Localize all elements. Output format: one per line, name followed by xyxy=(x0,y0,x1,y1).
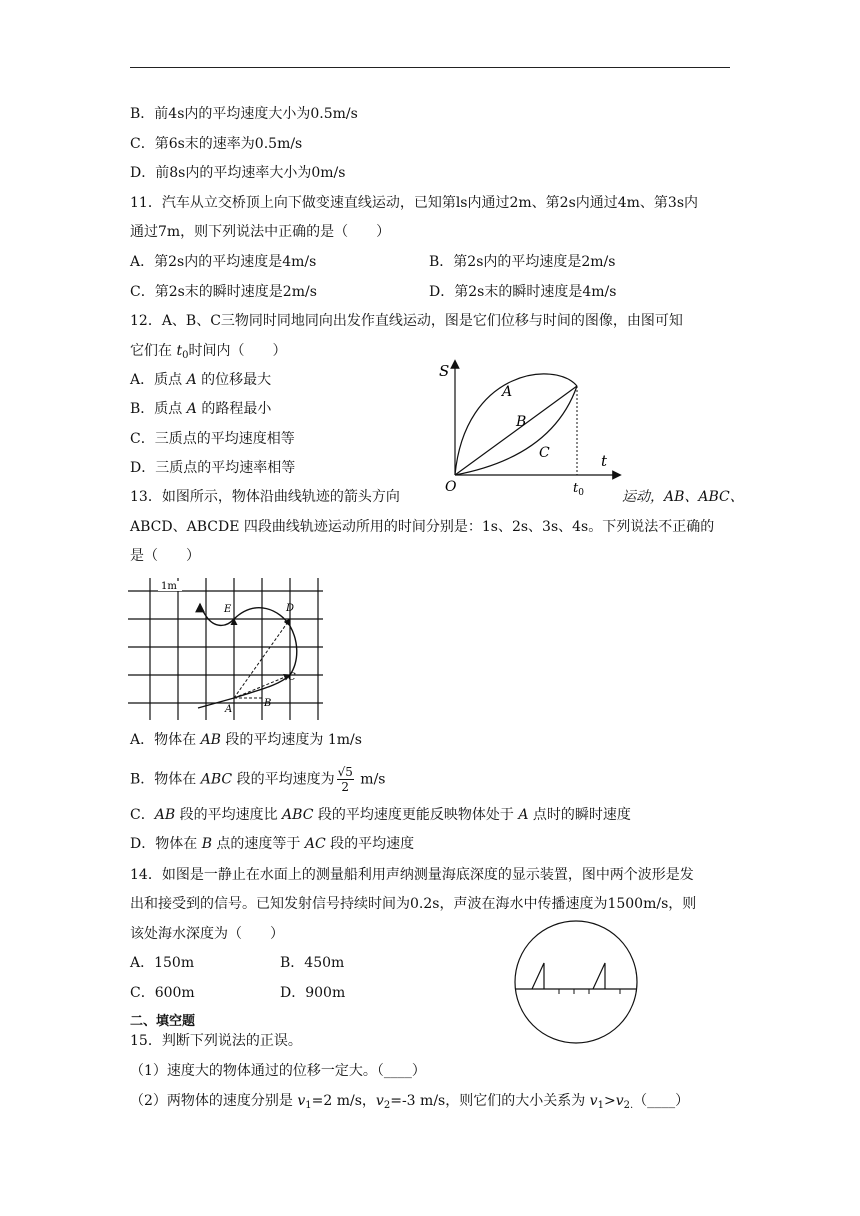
q13-stem-line3: 是（ ） xyxy=(130,548,200,564)
q14-option-a: A．150m xyxy=(130,955,195,971)
q14-option-b: B．450m xyxy=(280,955,345,971)
line-b xyxy=(455,386,577,475)
received-pulse xyxy=(593,963,605,989)
q14-stem-line2: 出和接受到的信号。已知发射信号持续时间为0.2s，声波在海水中传播速度为1500m/s，则 xyxy=(130,896,697,912)
graph-t0: $t_0$ xyxy=(573,481,584,498)
q11-option-a: A．第2s内的平均速度是4m/s xyxy=(130,254,317,270)
q15-statement-2: （2）两物体的速度分别是 $v_1=2$ m/s，$v_2=-3$ m/s，则它们的大小关系为 $v_1>v_{2.}(\_\_\_\_)$ xyxy=(130,1093,690,1111)
q13-option-b: B．物体在 ABC 段的平均速度为 $\frac{√5}{2}$ m/s xyxy=(130,765,386,794)
curve-a-label: A xyxy=(502,384,513,400)
st-graph xyxy=(425,360,620,498)
section-heading-fill-blank: 二、填空题 xyxy=(130,1014,196,1029)
q12-option-b: B．质点 A 的路程最小 xyxy=(130,401,272,417)
curve-c-label: C xyxy=(539,445,550,461)
graph-y-label: S xyxy=(439,362,450,380)
q10-option-c: C．第6s末的速率为0.5m/s xyxy=(130,136,303,152)
time-ticks xyxy=(559,989,620,994)
point-e-label: E xyxy=(224,604,232,615)
q12-stem-line2: 它们在 $t_0$时间内（ ） xyxy=(130,343,287,361)
q13-stem-line1-post: 运动，AB、ABC、 xyxy=(622,489,744,505)
q11-stem-line2: 通过7m，则下列说法中正确的是（ ） xyxy=(130,224,391,240)
q14-stem-line3: 该处海水深度为（ ） xyxy=(130,926,284,942)
header-rule xyxy=(130,67,730,68)
q12-option-d: D．三质点的平均速率相等 xyxy=(130,460,296,476)
sqrt5-over-2: $\frac{√5}{2}$ xyxy=(337,765,353,794)
graph-origin: O xyxy=(445,479,457,495)
q12-option-a: A．质点 A 的位移最大 xyxy=(130,372,272,388)
q10-option-d: D．前8s内的平均速率大小为0m/s xyxy=(130,165,346,181)
q12-stem-line1: 12．A、B、C三物同时同地同向出发作直线运动，图是它们位移与时间的图像，由图可知 xyxy=(130,313,683,329)
point-d-label: D xyxy=(286,603,295,614)
q14-stem-line1: 14．如图是一静止在水面上的测量船利用声纳测量海底深度的显示装置，图中两个波形是发 xyxy=(130,867,694,883)
point-c-label: C xyxy=(288,672,296,683)
point-a-label: A xyxy=(225,704,233,715)
trajectory-grid xyxy=(128,578,328,723)
q12-option-c: C．三质点的平均速度相等 xyxy=(130,431,295,447)
grid-lines xyxy=(128,578,323,720)
q13-option-a: A．物体在 AB 段的平均速度为 1m/s xyxy=(130,732,362,748)
graph-x-label: t xyxy=(601,452,608,470)
grid-scale-label: 1m xyxy=(161,581,177,592)
q11-option-d: D．第2s末的瞬时速度是4m/s xyxy=(429,284,617,300)
q15-statement-1: （1）速度大的物体通过的位移一定大。（____） xyxy=(130,1063,426,1079)
q15-stem: 15．判断下列说法的正误。 xyxy=(130,1033,302,1049)
q11-stem-line1: 11．汽车从立交桥顶上向下做变速直线运动，已知第ls内通过2m、第2s内通过4m、第3s内 xyxy=(130,195,699,211)
q13-option-d: D．物体在 B 点的速度等于 AC 段的平均速度 xyxy=(130,836,415,852)
q13-stem-line1-pre: 13．如图所示，物体沿曲线轨迹的箭头方向 xyxy=(130,489,400,505)
q13-option-c: C．AB 段的平均速度比 ABC 段的平均速度更能反映物体处于 A 点时的瞬时速度 xyxy=(130,807,631,823)
q14-option-c: C．600m xyxy=(130,985,195,1001)
q10-option-b: B．前4s内的平均速度大小为0.5m/s xyxy=(130,106,358,122)
point-b-label: B xyxy=(264,698,272,709)
curve-b-label: B xyxy=(516,414,527,430)
q11-option-b: B．第2s内的平均速度是2m/s xyxy=(429,254,616,270)
q13-stem-line2: ABCD、ABCDE 四段曲线轨迹运动所用的时间分别是：1s、2s、3s、4s。下列说法不正确的 xyxy=(130,519,715,535)
sonar-display xyxy=(512,918,642,1048)
q14-option-d: D．900m xyxy=(280,985,346,1001)
sonar-screen-circle xyxy=(515,921,637,1043)
emitted-pulse xyxy=(532,963,544,989)
q11-option-c: C．第2s末的瞬时速度是2m/s xyxy=(130,284,317,300)
